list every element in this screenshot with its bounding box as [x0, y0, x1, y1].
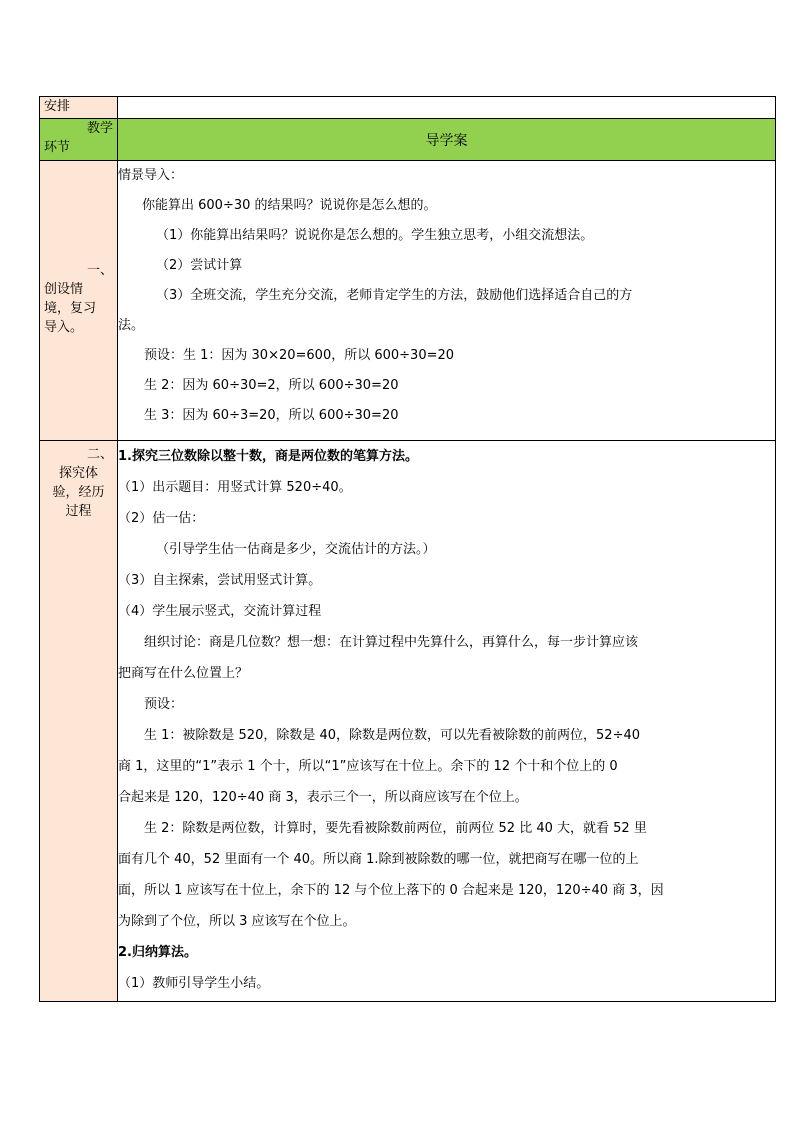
- paragraph: 把商写在什么位置上？: [118, 666, 249, 681]
- paragraph: 预设：生 1：因为 30×20=600，所以 600÷30=20: [144, 348, 455, 363]
- arrangement-row: [40, 97, 776, 119]
- heading: 2.归纳算法。: [118, 945, 197, 960]
- paragraph: 法。: [118, 318, 145, 333]
- paragraph: 情景导入：: [118, 168, 184, 183]
- section2-label-line: 二、: [86, 447, 113, 462]
- header-row: [40, 119, 776, 161]
- paragraph: （2）尝试计算: [156, 258, 243, 273]
- paragraph: （1）教师引导学生小结。: [118, 976, 270, 991]
- guide-plan-header-cell: [118, 119, 776, 161]
- paragraph: （2）估一估：: [118, 511, 205, 526]
- arrangement-label: 安排: [44, 99, 71, 114]
- paragraph: 面，所以 1 应该写在十位上，余下的 12 与个位上落下的 0 合起来是 120，120÷40 商 3，因: [118, 883, 664, 898]
- teaching-stage-header-cell: [40, 119, 118, 161]
- section1-label-line: 一、: [86, 263, 113, 278]
- section1-label-line: 导入。: [44, 320, 84, 335]
- lesson-plan-table: [39, 96, 776, 1002]
- paragraph: 为除到了个位，所以 3 应该写在个位上。: [118, 914, 356, 929]
- paragraph: （3）自主探索，尝试用竖式计算。: [118, 573, 322, 588]
- arrangement-label-cell: [40, 97, 118, 119]
- section2-label-cell: [40, 441, 118, 1002]
- section1-label-line: 创设情: [44, 282, 84, 297]
- paragraph: 预设：: [144, 697, 184, 712]
- paragraph: 生 2：因为 60÷30=2，所以 600÷30=20: [144, 378, 399, 393]
- section1-label-line: 境，复习: [44, 301, 97, 316]
- section2-label-line: 过程: [65, 504, 92, 519]
- paragraph: 生 3：因为 60÷3=20，所以 600÷30=20: [144, 408, 399, 423]
- paragraph: （1）你能算出结果吗？说说你是怎么想的。学生独立思考，小组交流想法。: [156, 228, 594, 243]
- paragraph: 生 1：被除数是 520，除数是 40，除数是两位数，可以先看被除数的前两位，52÷40: [144, 728, 640, 743]
- heading: 1.探究三位数除以整十数，商是两位数的笔算方法。: [118, 449, 418, 464]
- section2-label: [40, 441, 117, 521]
- section1-label: [40, 161, 117, 337]
- paragraph: 生 2：除数是两位数，计算时，要先看被除数前两位，前两位 52 比 40 大，就看 52 里: [144, 821, 647, 836]
- teaching-stage-header-line2: 环节: [44, 140, 71, 155]
- paragraph: 组织讨论：商是几位数？想一想：在计算过程中先算什么，再算什么，每一步计算应该: [144, 635, 639, 650]
- arrangement-content-cell: [118, 97, 776, 119]
- section1-label-cell: [40, 161, 118, 441]
- paragraph: 面有几个 40，52 里面有一个 40。所以商 1.除到被除数的哪一位，就把商写在哪一位的上: [118, 852, 639, 867]
- guide-plan-header: 导学案: [425, 132, 468, 149]
- section2-content: [118, 441, 776, 1002]
- section2-row: [40, 441, 776, 1002]
- paragraph: （引导学生估一估商是多少，交流估计的方法。）: [156, 542, 436, 557]
- section2-label-line: 探究体: [58, 466, 98, 481]
- paragraph: 你能算出 600÷30 的结果吗？说说你是怎么想的。: [142, 198, 437, 213]
- section1-content: [118, 161, 776, 441]
- teaching-stage-header-line1: 教学: [86, 121, 113, 136]
- section2-label-line: 验，经历: [52, 485, 105, 500]
- paragraph: （1）出示题目：用竖式计算 520÷40。: [118, 480, 352, 495]
- paragraph: （4）学生展示竖式，交流计算过程: [118, 604, 322, 619]
- paragraph: 商 1，这里的“1”表示 1 个十，所以“1”应该写在十位上。余下的 12 个十和个位上的 0: [118, 759, 618, 774]
- paragraph: 合起来是 120，120÷40 商 3，表示三个一，所以商应该写在个位上。: [118, 790, 528, 805]
- paragraph: （3）全班交流，学生充分交流，老师肯定学生的方法，鼓励他们选择适合自己的方: [156, 288, 633, 303]
- section1-row: [40, 161, 776, 441]
